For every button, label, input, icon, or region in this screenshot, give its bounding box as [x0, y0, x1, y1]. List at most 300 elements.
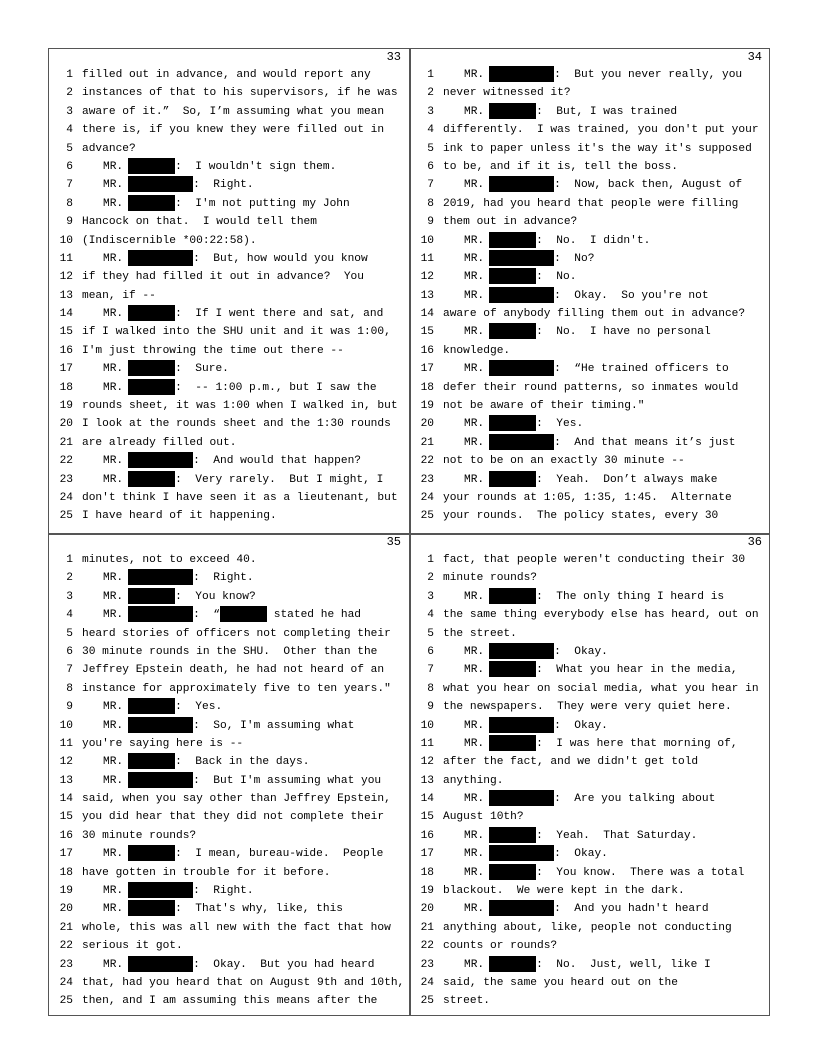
line-number: 22 [420, 940, 434, 953]
transcript-line [49, 507, 409, 525]
line-text: aware of anybody filling them out in advance? [443, 308, 746, 321]
line-number: 2 [66, 572, 73, 585]
speaker-label: MR. [103, 609, 124, 622]
line-text: 30 minute rounds? [82, 829, 197, 842]
transcript-line [49, 103, 409, 121]
transcript-line [49, 268, 409, 286]
transcript-line [410, 360, 770, 378]
line-number: 17 [420, 848, 434, 861]
redaction-box [489, 250, 554, 266]
transcript-line [49, 992, 409, 1010]
speaker-label: MR. [103, 774, 124, 787]
line-number: 15 [59, 811, 73, 824]
line-text: heard stories of officers not completing their [82, 627, 391, 640]
redaction-box [128, 882, 193, 898]
transcript-line [49, 588, 409, 606]
redaction-box [489, 434, 554, 450]
redaction-box [489, 735, 536, 751]
line-number: 16 [420, 829, 434, 842]
line-text: not be aware of their timing." [443, 400, 645, 413]
line-text: : Back in the days. [175, 756, 310, 769]
line-number: 12 [59, 271, 73, 284]
transcript-line [49, 250, 409, 268]
line-number: 8 [66, 197, 73, 210]
line-text: : No? [554, 252, 595, 265]
transcript-line [49, 625, 409, 643]
line-text: : Okay. [554, 848, 608, 861]
transcript-line [49, 176, 409, 194]
transcript-line [410, 937, 770, 955]
line-number: 22 [420, 455, 434, 468]
line-text: : Yeah. Don’t always make [536, 473, 718, 486]
line-number: 6 [66, 645, 73, 658]
line-number: 19 [59, 400, 73, 413]
speaker-label: MR. [464, 436, 485, 449]
redaction-box [489, 845, 554, 861]
line-number: 8 [66, 682, 73, 695]
line-number: 13 [420, 289, 434, 302]
line-text: your rounds. The policy states, every 30 [443, 510, 719, 523]
line-number: 21 [59, 436, 73, 449]
speaker-label: MR. [103, 160, 124, 173]
line-text: serious it got. [82, 940, 183, 953]
transcript-page [49, 534, 409, 1018]
speaker-label: MR. [464, 326, 485, 339]
line-text: : Sure. [175, 363, 229, 376]
redaction-box [489, 717, 554, 733]
transcript-line [49, 195, 409, 213]
transcript-line [49, 379, 409, 397]
line-text: the same thing everybody else has heard, out on [443, 609, 759, 622]
line-number: 23 [59, 473, 73, 486]
transcript-line [49, 342, 409, 360]
redaction-box [489, 661, 536, 677]
line-number: 1 [66, 69, 73, 81]
transcript-line [410, 158, 770, 176]
line-number: 20 [420, 418, 434, 431]
transcript-page [410, 49, 770, 533]
line-text: whole, this was all new with the fact that how [82, 921, 391, 934]
speaker-label: MR. [103, 197, 124, 210]
transcript-line [49, 845, 409, 863]
line-number: 13 [59, 289, 73, 302]
line-number: 1 [66, 554, 73, 566]
transcript-line [410, 864, 770, 882]
line-text: : Yeah. That Saturday. [536, 829, 698, 842]
redaction-box [128, 900, 175, 916]
line-text: ink to paper unless it's the way it's supposed [443, 142, 752, 155]
page-lines [410, 551, 770, 1011]
line-text: after the fact, and we didn't get told [443, 756, 699, 769]
line-number: 10 [59, 719, 73, 732]
line-text: : But you never really, you [554, 69, 743, 81]
line-number: 14 [59, 308, 73, 321]
redaction-box [489, 268, 536, 284]
line-text: aware of it.” So, I’m assuming what you mean [82, 105, 385, 118]
line-number: 6 [427, 645, 434, 658]
redaction-box [489, 66, 554, 82]
transcript-line [410, 661, 770, 679]
line-text: counts or rounds? [443, 940, 558, 953]
line-text: : You know? [175, 590, 256, 603]
speaker-label: MR. [103, 572, 124, 585]
line-text: : Are you talking about [554, 793, 716, 806]
line-number: 17 [59, 848, 73, 861]
line-number: 7 [66, 664, 73, 677]
transcript-line [410, 323, 770, 341]
line-text: blackout. We were kept in the dark. [443, 885, 685, 898]
line-number: 6 [427, 160, 434, 173]
line-text: : Okay. [554, 719, 608, 732]
transcript-line [410, 121, 770, 139]
transcript-line [49, 790, 409, 808]
line-text: : Yes. [536, 418, 584, 431]
line-text: : Right. [193, 885, 254, 898]
line-number: 2 [427, 87, 434, 100]
line-number: 21 [420, 436, 434, 449]
redaction-box [489, 287, 554, 303]
line-number: 15 [420, 811, 434, 824]
line-number: 23 [420, 958, 434, 971]
line-number: 12 [59, 756, 73, 769]
line-text: I have heard of it happening. [82, 510, 277, 523]
redaction-box [489, 643, 554, 659]
speaker-label: MR. [464, 179, 485, 192]
transcript-line [49, 569, 409, 587]
transcript-line [49, 305, 409, 323]
speaker-label: MR. [103, 363, 124, 376]
line-number: 18 [420, 866, 434, 879]
transcript-line [410, 66, 770, 84]
line-number: 17 [420, 363, 434, 376]
line-number: 5 [66, 142, 73, 155]
line-number: 5 [66, 627, 73, 640]
speaker-label: MR. [464, 866, 485, 879]
line-text: there is, if you knew they were filled out in [82, 124, 385, 137]
transcript-line [410, 827, 770, 845]
line-number: 21 [59, 921, 73, 934]
speaker-label: MR. [464, 418, 485, 431]
line-text: to be, and if it is, tell the boss. [443, 160, 678, 173]
speaker-label: MR. [103, 719, 124, 732]
redaction-box [128, 588, 175, 604]
transcript-line [49, 735, 409, 753]
line-text: : Now, back then, August of [554, 179, 743, 192]
transcript-line [410, 992, 770, 1010]
transcript-line [410, 919, 770, 937]
speaker-label: MR. [464, 289, 485, 302]
redaction-box [128, 360, 175, 376]
line-text: are already filled out. [82, 436, 237, 449]
transcript-line [410, 551, 770, 569]
transcript-line [410, 176, 770, 194]
speaker-label: MR. [103, 455, 124, 468]
speaker-label: MR. [464, 848, 485, 861]
line-number: 16 [59, 829, 73, 842]
transcript-line [49, 956, 409, 974]
transcript-line [49, 452, 409, 470]
line-text: said, when you say other than Jeffrey Epstein, [82, 793, 391, 806]
speaker-label: MR. [103, 381, 124, 394]
line-number: 24 [59, 976, 73, 989]
line-text: : Right. [193, 572, 254, 585]
line-text: : And would that happen? [193, 455, 361, 468]
transcript-line [410, 625, 770, 643]
line-number: 2 [66, 87, 73, 100]
line-number: 11 [420, 252, 434, 265]
line-number: 6 [66, 160, 73, 173]
redaction-box [489, 103, 536, 119]
page-number: 34 [747, 50, 762, 64]
redaction-box [128, 195, 175, 211]
redaction-box [489, 956, 536, 972]
transcript-line [49, 360, 409, 378]
line-text: don't think I have seen it as a lieutenant, but [82, 491, 398, 504]
redaction-box [489, 900, 554, 916]
transcript-line [410, 643, 770, 661]
page-number: 33 [386, 50, 401, 64]
line-number: 10 [420, 719, 434, 732]
line-number: 4 [427, 124, 434, 137]
line-text: : But, I was trained [536, 105, 678, 118]
line-text: : But I'm assuming what you [193, 774, 382, 787]
transcript-line [49, 66, 409, 84]
line-text: said, the same you heard out on the [443, 976, 678, 989]
line-number: 12 [420, 756, 434, 769]
redaction-box [489, 790, 554, 806]
line-text: : And you hadn't heard [554, 903, 709, 916]
line-number: 13 [59, 774, 73, 787]
speaker-label: MR. [103, 885, 124, 898]
transcript-line [410, 84, 770, 102]
speaker-label: MR. [103, 848, 124, 861]
line-number: 16 [59, 344, 73, 357]
line-number: 8 [427, 197, 434, 210]
line-text: : What you hear in the media, [536, 664, 738, 677]
line-text: : -- 1:00 p.m., but I saw the [175, 381, 377, 394]
redaction-box [128, 606, 193, 622]
speaker-label: MR. [464, 645, 485, 658]
transcript-line [410, 507, 770, 525]
line-number: 3 [66, 590, 73, 603]
transcript-line [49, 643, 409, 661]
transcript-line [49, 415, 409, 433]
transcript-line [410, 379, 770, 397]
line-text: filled out in advance, and would report any [82, 69, 371, 81]
line-number: 1 [427, 554, 434, 566]
line-text: you're saying here is -- [82, 737, 244, 750]
transcript-line [410, 735, 770, 753]
redaction-box [128, 698, 175, 714]
line-number: 4 [66, 609, 73, 622]
redaction-box [489, 827, 536, 843]
transcript-line [49, 808, 409, 826]
line-text: I'm just throwing the time out there -- [82, 344, 344, 357]
line-text: : If I went there and sat, and [175, 308, 384, 321]
line-number: 18 [59, 381, 73, 394]
line-number: 5 [427, 627, 434, 640]
line-number: 14 [420, 308, 434, 321]
line-number: 5 [427, 142, 434, 155]
page-number: 36 [747, 535, 762, 549]
line-text: not to be on an exactly 30 minute -- [443, 455, 685, 468]
line-text: : Very rarely. But I might, I [175, 473, 384, 486]
line-number: 9 [66, 701, 73, 714]
transcript-line [49, 864, 409, 882]
line-number: 18 [420, 381, 434, 394]
page-lines [49, 551, 409, 1011]
line-number: 9 [66, 216, 73, 229]
speaker-label: MR. [103, 756, 124, 769]
line-number: 21 [420, 921, 434, 934]
transcript-line [410, 882, 770, 900]
redaction-box [489, 415, 536, 431]
line-number: 11 [59, 252, 73, 265]
transcript-line [410, 489, 770, 507]
line-text: never witnessed it? [443, 87, 571, 100]
line-number: 4 [66, 124, 73, 137]
page-lines [410, 66, 770, 526]
line-text: : But, how would you know [193, 252, 368, 265]
speaker-label: MR. [103, 958, 124, 971]
line-text: stated he had [267, 609, 362, 622]
redaction-box [128, 569, 193, 585]
line-text: have gotten in trouble for it before. [82, 866, 331, 879]
line-text: I look at the rounds sheet and the 1:30 rounds [82, 418, 391, 431]
transcript-line [410, 471, 770, 489]
transcript-line [49, 772, 409, 790]
transcript-line [49, 287, 409, 305]
line-text: : Right. [193, 179, 254, 192]
redaction-box [128, 158, 175, 174]
transcript-line [49, 606, 409, 624]
transcript-page [49, 49, 409, 533]
line-text: : Okay. [554, 645, 608, 658]
redaction-box [128, 471, 175, 487]
speaker-label: MR. [103, 590, 124, 603]
line-text: the street. [443, 627, 517, 640]
line-number: 9 [427, 701, 434, 714]
line-number: 11 [59, 737, 73, 750]
transcript-line [49, 937, 409, 955]
line-text: : You know. There was a total [536, 866, 745, 879]
transcript-line [410, 268, 770, 286]
transcript-line [410, 434, 770, 452]
line-text: defer their round patterns, so inmates would [443, 381, 739, 394]
redaction-box [128, 250, 193, 266]
redaction-box [489, 232, 536, 248]
line-number: 15 [59, 326, 73, 339]
transcript-line [49, 717, 409, 735]
line-text: that, had you heard that on August 9th and 10th, [82, 976, 405, 989]
transcript-line [410, 753, 770, 771]
redaction-box [128, 305, 175, 321]
redaction-box [489, 864, 536, 880]
transcript-line [410, 698, 770, 716]
speaker-label: MR. [464, 958, 485, 971]
line-text: : No. I have no personal [536, 326, 711, 339]
line-text: : “He trained officers to [554, 363, 729, 376]
transcript-line [410, 569, 770, 587]
line-text: 2019, had you heard that people were filling [443, 197, 739, 210]
line-text: August 10th? [443, 811, 524, 824]
line-text: differently. I was trained, you don't put your [443, 124, 759, 137]
redaction-box [489, 471, 536, 487]
transcript-line [49, 661, 409, 679]
redaction-box [489, 360, 554, 376]
transcript-line [410, 250, 770, 268]
transcript-line [49, 489, 409, 507]
redaction-box [128, 845, 175, 861]
transcript-line [49, 323, 409, 341]
transcript-line [49, 158, 409, 176]
line-number: 24 [59, 491, 73, 504]
line-text: : No. Just, well, like I [536, 958, 711, 971]
transcript-line [410, 680, 770, 698]
redaction-box [128, 379, 175, 395]
transcript-line [410, 452, 770, 470]
line-text: Hancock on that. I would tell them [82, 216, 317, 229]
redaction-box [128, 956, 193, 972]
line-number: 3 [427, 105, 434, 118]
transcript-line [410, 845, 770, 863]
transcript-line [410, 305, 770, 323]
line-text: instance for approximately five to ten years." [82, 682, 391, 695]
transcript-line [49, 471, 409, 489]
line-text: you did hear that they did not complete their [82, 811, 385, 824]
line-number: 20 [59, 903, 73, 916]
page-lines [49, 66, 409, 526]
line-number: 10 [59, 234, 73, 247]
transcript-line [49, 140, 409, 158]
line-number: 3 [66, 105, 73, 118]
speaker-label: MR. [464, 69, 485, 81]
line-number: 3 [427, 590, 434, 603]
transcript-line [410, 772, 770, 790]
redaction-box [128, 753, 175, 769]
transcript-line [49, 680, 409, 698]
line-text: them out in advance? [443, 216, 578, 229]
line-text: : “ [193, 609, 221, 622]
transcript-line [410, 140, 770, 158]
line-text: : I wouldn't sign them. [175, 160, 337, 173]
line-text: rounds sheet, it was 1:00 when I walked in, but [82, 400, 398, 413]
transcript-line [410, 606, 770, 624]
speaker-label: MR. [464, 234, 485, 247]
line-text: knowledge. [443, 344, 511, 357]
speaker-label: MR. [464, 719, 485, 732]
line-text: fact, that people weren't conducting their 30 [443, 554, 746, 566]
line-text: what you hear on social media, what you hear in [443, 682, 759, 695]
transcript-line [410, 232, 770, 250]
transcript-line [410, 900, 770, 918]
line-number: 20 [59, 418, 73, 431]
line-number: 25 [59, 995, 73, 1008]
speaker-label: MR. [464, 473, 485, 486]
transcript-line [49, 974, 409, 992]
line-number: 25 [59, 510, 73, 523]
line-number: 24 [420, 976, 434, 989]
transcript-page [410, 534, 770, 1018]
line-number: 19 [420, 885, 434, 898]
page-number: 35 [386, 535, 401, 549]
line-text: the newspapers. They were very quiet here. [443, 701, 732, 714]
line-text: : So, I'm assuming what [193, 719, 355, 732]
line-number: 18 [59, 866, 73, 879]
transcript-line [410, 717, 770, 735]
transcript-line [410, 808, 770, 826]
line-number: 22 [59, 455, 73, 468]
